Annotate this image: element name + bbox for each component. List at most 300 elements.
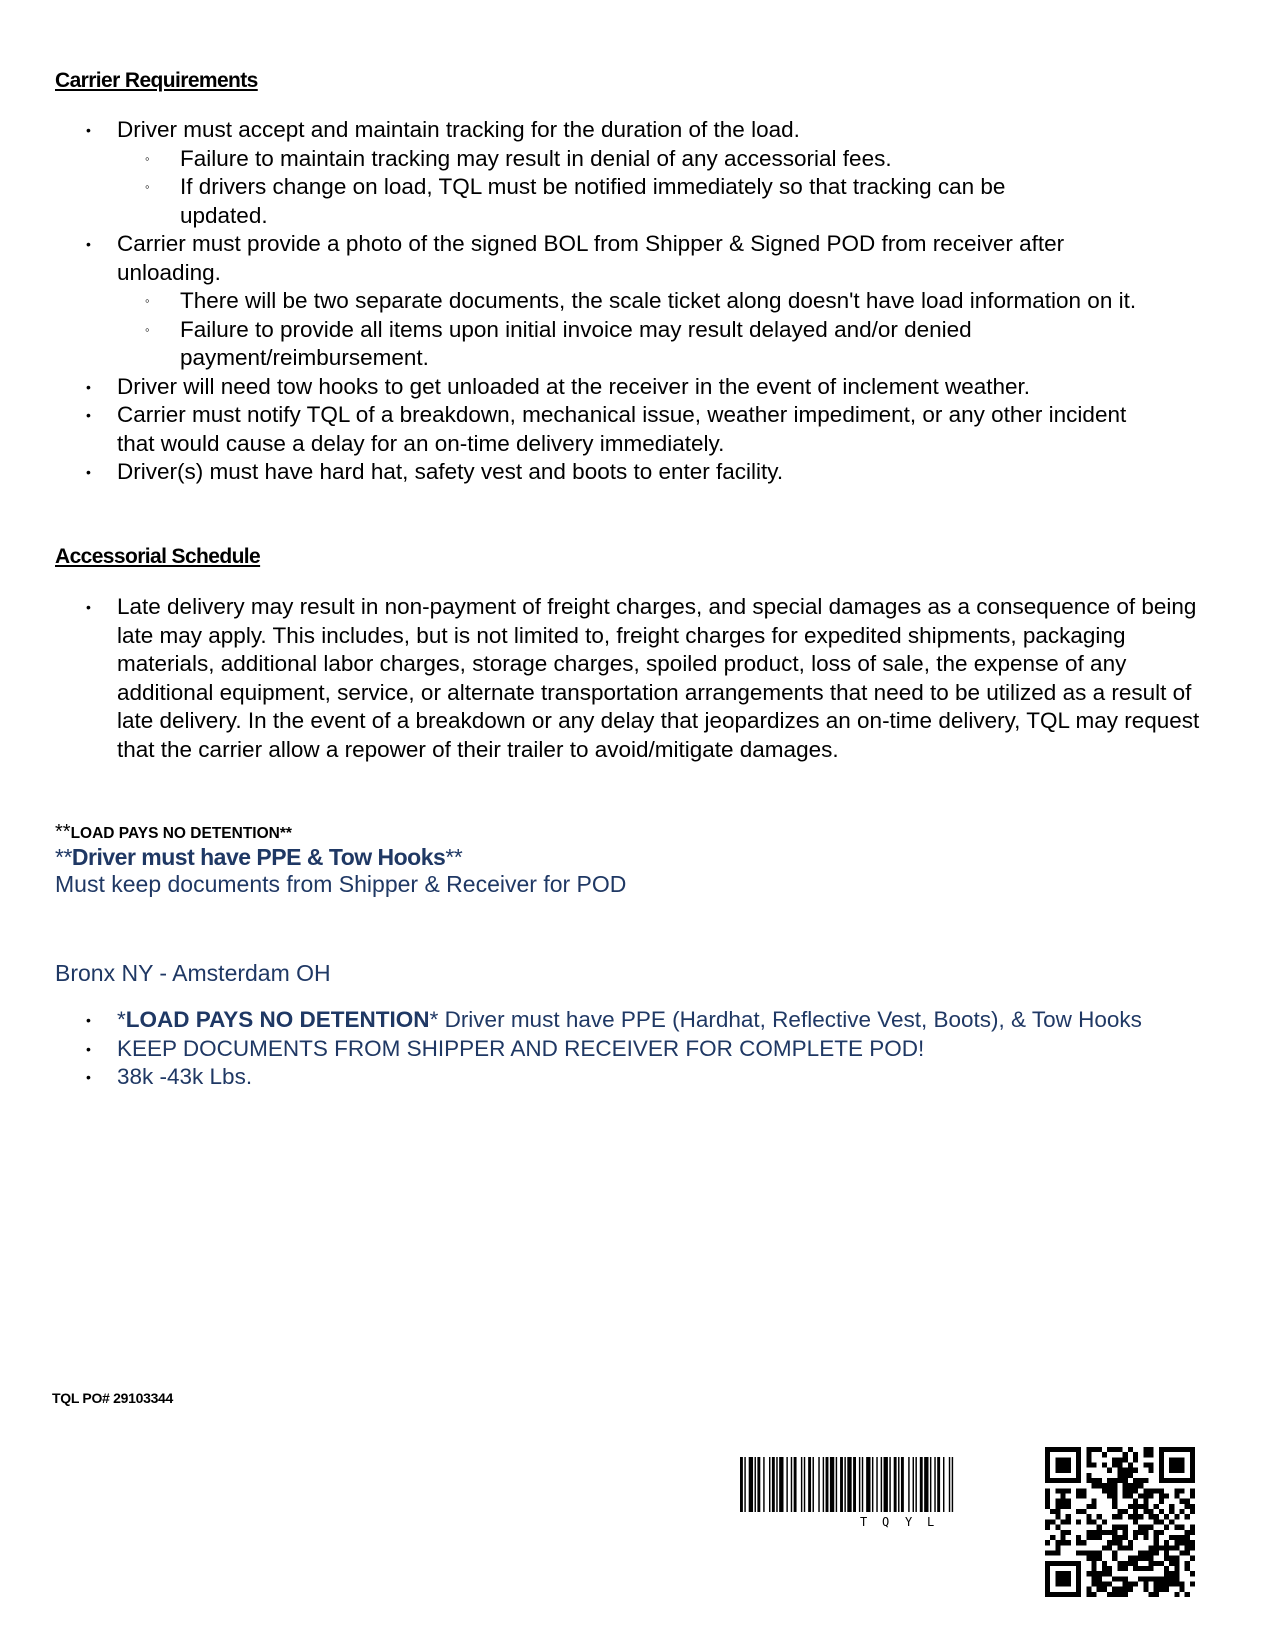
bullet-icon: • [86, 1012, 91, 1028]
qr-module [1045, 1488, 1050, 1493]
qr-module [1117, 1592, 1122, 1597]
qr-module [1154, 1561, 1159, 1566]
qr-module [1128, 1504, 1133, 1509]
qr-module [1159, 1509, 1164, 1514]
qr-module [1107, 1488, 1112, 1493]
barcode-bar [853, 1457, 856, 1512]
keep-documents-note: Must keep documents from Shipper & Receiver for POD [55, 871, 627, 897]
qr-module [1102, 1566, 1107, 1571]
qr-module [1143, 1556, 1148, 1561]
qr-module [1055, 1550, 1060, 1555]
qr-module [1045, 1592, 1081, 1597]
qr-module [1045, 1447, 1050, 1483]
bullet-icon: • [86, 464, 91, 480]
qr-module [1086, 1530, 1091, 1535]
qr-module [1174, 1488, 1179, 1493]
qr-module [1107, 1483, 1112, 1488]
qr-module [1159, 1447, 1164, 1483]
qr-module [1112, 1499, 1117, 1504]
qr-module [1148, 1576, 1153, 1581]
barcode-bar [818, 1457, 819, 1512]
qr-module [1133, 1452, 1138, 1457]
qr-module [1159, 1576, 1164, 1581]
qr-module [1154, 1581, 1159, 1586]
qr-module [1128, 1540, 1133, 1545]
qr-module [1133, 1499, 1138, 1504]
barcode-bar [755, 1457, 756, 1512]
route-title: Bronx NY - Amsterdam OH [55, 960, 331, 986]
qr-module [1143, 1550, 1148, 1555]
qr-module [1112, 1457, 1117, 1462]
list-item [0, 458, 1192, 487]
qr-module [1148, 1468, 1153, 1473]
qr-module [1112, 1550, 1117, 1555]
qr-module [1092, 1530, 1097, 1535]
barcode-bar [930, 1457, 931, 1512]
qr-module [1128, 1587, 1133, 1592]
qr-module [1112, 1483, 1117, 1488]
qr-module [1133, 1483, 1138, 1488]
qr-module [1159, 1519, 1164, 1524]
qr-module [1185, 1504, 1190, 1509]
bullet-icon: • [86, 1040, 91, 1057]
qr-module [1148, 1556, 1153, 1561]
qr-module [1185, 1545, 1190, 1550]
qr-module [1055, 1509, 1060, 1514]
qr-module [1164, 1556, 1169, 1561]
qr-module [1133, 1561, 1138, 1566]
qr-module [1102, 1463, 1107, 1468]
barcode-bar [757, 1457, 760, 1512]
qr-module [1123, 1525, 1128, 1530]
qr-module [1092, 1478, 1097, 1483]
qr-module [1123, 1509, 1128, 1514]
bullet-icon: • [86, 378, 91, 395]
qr-module [1092, 1499, 1097, 1504]
barcode-bar [881, 1457, 882, 1512]
qr-module [1185, 1535, 1190, 1540]
barcode-bar [915, 1457, 916, 1512]
barcode-bar [866, 1457, 870, 1512]
barcode-bar [901, 1457, 904, 1512]
qr-module [1081, 1550, 1086, 1555]
qr-module [1123, 1566, 1128, 1571]
qr-module [1050, 1550, 1055, 1555]
qr-module [1061, 1530, 1066, 1535]
qr-module [1086, 1463, 1091, 1468]
list-item-text: KEEP DOCUMENTS FROM SHIPPER AND RECEIVER FOR COMPLETE POD! [117, 1035, 925, 1061]
qr-module [1061, 1499, 1066, 1504]
barcode-bar [934, 1457, 935, 1512]
qr-module [1159, 1530, 1164, 1535]
qr-module [1159, 1488, 1164, 1493]
qr-module [1102, 1587, 1107, 1592]
hollow-bullet-icon: ◦ [145, 293, 150, 308]
qr-module [1092, 1504, 1097, 1509]
qr-module [1117, 1473, 1122, 1478]
qr-module [1107, 1478, 1112, 1483]
qr-module [1123, 1587, 1128, 1592]
qr-module [1045, 1561, 1050, 1597]
qr-module [1097, 1478, 1102, 1483]
qr-module [1076, 1447, 1081, 1483]
hollow-bullet-icon: ◦ [145, 321, 150, 337]
qr-module [1138, 1494, 1143, 1499]
bullet-icon: • [86, 599, 91, 615]
qr-module [1092, 1447, 1097, 1452]
qr-module [1174, 1540, 1179, 1545]
qr-module [1174, 1561, 1179, 1566]
barcode-bar [763, 1457, 764, 1512]
qr-module [1045, 1447, 1081, 1452]
qr-module [1148, 1514, 1153, 1519]
qr-module [1076, 1509, 1081, 1514]
qr-module [1086, 1447, 1091, 1452]
qr-module [1154, 1530, 1159, 1535]
qr-module [1169, 1535, 1174, 1540]
qr-module [1117, 1545, 1122, 1550]
qr-module [1092, 1519, 1097, 1524]
qr-module [1138, 1478, 1143, 1483]
qr-module [1123, 1576, 1128, 1581]
qr-module [1143, 1509, 1148, 1514]
qr-module [1076, 1561, 1081, 1597]
qr-module [1148, 1509, 1153, 1514]
barcode-bar [952, 1457, 953, 1512]
qr-module [1179, 1540, 1184, 1545]
qr-module [1169, 1545, 1174, 1550]
qr-module [1128, 1488, 1133, 1493]
qr-module [1143, 1535, 1148, 1540]
qr-module [1045, 1550, 1050, 1555]
qr-module [1169, 1561, 1174, 1566]
barcode-bar [749, 1457, 753, 1512]
qr-module [1138, 1483, 1143, 1488]
qr-module [1055, 1525, 1060, 1530]
barcode-bar [898, 1457, 899, 1512]
carrier-requirements-heading: Carrier Requirements [55, 69, 258, 92]
barcode-bar [786, 1457, 787, 1512]
list-item [0, 173, 1090, 230]
qr-module [1076, 1519, 1081, 1524]
qr-module [1174, 1566, 1179, 1571]
qr-module [1097, 1587, 1102, 1592]
qr-module [1143, 1463, 1148, 1468]
barcode-bar [791, 1457, 792, 1512]
accessorial-schedule-heading: Accessorial Schedule [55, 545, 261, 568]
bullet-icon: • [86, 1069, 91, 1085]
list-item-text: There will be two separate documents, the scale ticket along doesn't have load information on it. [180, 288, 1137, 313]
qr-module [1143, 1499, 1148, 1504]
qr-module [1143, 1504, 1148, 1509]
qr-module [1128, 1561, 1133, 1566]
qr-module [1133, 1519, 1138, 1524]
list-item-text: 38k -43k Lbs. [117, 1064, 253, 1089]
qr-module [1092, 1561, 1097, 1566]
qr-module [1102, 1530, 1107, 1535]
barcode-bar [862, 1457, 863, 1512]
qr-module [1117, 1576, 1122, 1581]
qr-module [1185, 1566, 1190, 1571]
qr-module [1148, 1452, 1153, 1457]
qr-module [1107, 1468, 1112, 1473]
list-item [0, 401, 1157, 458]
qr-module [1185, 1561, 1190, 1566]
qr-module [1066, 1530, 1071, 1535]
qr-module [1102, 1561, 1107, 1566]
barcode-bar [769, 1457, 770, 1512]
qr-module [1128, 1473, 1133, 1478]
qr-module [1143, 1587, 1148, 1592]
carrier-requirements-list [0, 116, 1192, 487]
qr-module [1102, 1483, 1107, 1488]
list-item-text: Late delivery may result in non-payment of freight charges, and special damages as a consequence of being late may apply. This includes, but is not limited to, freight charges for expedited shipments, packaging materials, additional labor charges, storage charges, spoiled product, loss of sale, the expense of any additional equipment, service, or alternate transportation arrangements that need to be utilized as a result of late delivery. In the event of a breakdown or any delay that jeopardizes an on-time delivery, TQL may request that the carrier allow a repower of their trailer to avoid/mitigate damages. [117, 594, 1200, 762]
qr-module [1185, 1550, 1190, 1555]
qr-module [1092, 1535, 1097, 1540]
qr-module [1061, 1488, 1066, 1493]
barcode-caption [740, 1514, 1022, 1534]
qr-module [1169, 1519, 1174, 1524]
qr-module [1133, 1478, 1138, 1483]
list-item-text: Failure to maintain tracking may result in denial of any accessorial fees. [180, 145, 892, 171]
qr-module [1045, 1561, 1081, 1566]
qr-module [1097, 1550, 1102, 1555]
detention-emphasis: LOAD PAYS NO DETENTION [125, 1007, 430, 1032]
qr-module [1154, 1519, 1159, 1524]
qr-module [1117, 1509, 1122, 1514]
qr-module [1179, 1488, 1184, 1493]
qr-module [1102, 1545, 1107, 1550]
qr-module [1092, 1571, 1097, 1576]
barcode-letter: L [927, 1515, 935, 1529]
qr-module [1112, 1540, 1117, 1545]
qr-module [1081, 1494, 1086, 1499]
qr-module [1123, 1494, 1128, 1499]
qr-module [1128, 1514, 1133, 1519]
qr-module [1112, 1494, 1117, 1499]
qr-module [1086, 1550, 1091, 1555]
qr-module [1050, 1535, 1055, 1540]
qr-module [1061, 1504, 1066, 1509]
qr-module [1154, 1587, 1159, 1592]
barcode-bar [937, 1457, 940, 1512]
qr-module [1174, 1592, 1179, 1597]
barcode-bar [823, 1457, 824, 1512]
qr-module [1086, 1452, 1091, 1457]
qr-module [1128, 1581, 1133, 1586]
qr-module [1045, 1504, 1050, 1509]
qr-module [1112, 1478, 1117, 1483]
bullet-icon: • [86, 236, 91, 252]
qr-module [1148, 1463, 1153, 1468]
bullet-icon: • [86, 122, 91, 138]
qr-module [1086, 1535, 1091, 1540]
qr-module [1117, 1525, 1122, 1530]
qr-module [1138, 1514, 1143, 1519]
qr-module [1174, 1556, 1179, 1561]
qr-module [1143, 1576, 1148, 1581]
barcode-bar [840, 1457, 843, 1512]
qr-module [1164, 1571, 1169, 1576]
qr-module [1117, 1447, 1122, 1452]
qr-module [1123, 1468, 1128, 1473]
barcode-bar [859, 1457, 860, 1512]
qr-module [1123, 1473, 1128, 1478]
qr-module [1164, 1540, 1169, 1545]
qr-module [1123, 1478, 1128, 1483]
qr-module [1081, 1509, 1086, 1514]
barcode-bar [794, 1457, 797, 1512]
qr-module [1061, 1519, 1066, 1524]
barcode-bar [826, 1457, 829, 1512]
list-item: • *LOAD PAYS NO DETENTION* Driver must have PPE (Hardhat, Reflective Vest, Boots), & Tow Hooks [0, 1006, 1182, 1035]
qr-module [1117, 1468, 1122, 1473]
barcode-bar [847, 1457, 851, 1512]
list-item-text: Carrier must notify TQL of a breakdown, mechanical issue, weather impediment, or any other incident that would cause a delay for an on-time delivery immediately. [117, 402, 1127, 456]
bullet-icon: • [86, 407, 91, 423]
barcode-bar [779, 1457, 783, 1512]
barcode-bar [808, 1457, 811, 1512]
qr-module [1123, 1581, 1128, 1586]
qr-module [1185, 1592, 1190, 1597]
qr-module [1066, 1488, 1071, 1493]
list-item [0, 230, 1172, 287]
list-item [0, 116, 1192, 145]
qr-module [1190, 1571, 1195, 1576]
qr-module [1061, 1494, 1066, 1499]
qr-module [1190, 1509, 1195, 1514]
barcode-bar [772, 1457, 775, 1512]
qr-module [1086, 1519, 1091, 1524]
qr-module [1050, 1509, 1055, 1514]
qr-module [1086, 1556, 1091, 1561]
qr-module [1190, 1581, 1195, 1586]
list-item [0, 287, 1180, 316]
qr-module [1055, 1545, 1060, 1550]
qr-module [1055, 1540, 1060, 1545]
qr-module [1066, 1504, 1071, 1509]
list-item-text: Driver(s) must have hard hat, safety vest and boots to enter facility. [117, 459, 784, 484]
qr-module [1159, 1561, 1164, 1566]
qr-module [1164, 1494, 1169, 1499]
qr-module [1164, 1587, 1169, 1592]
qr-module [1112, 1587, 1117, 1592]
barcode-bar [836, 1457, 837, 1512]
qr-module [1107, 1566, 1112, 1571]
qr-module [1117, 1566, 1122, 1571]
qr-module [1164, 1581, 1169, 1586]
qr-module [1190, 1488, 1195, 1493]
qr-module [1107, 1581, 1112, 1586]
qr-module [1076, 1488, 1081, 1493]
qr-module [1117, 1478, 1122, 1483]
barcode-bar [813, 1457, 814, 1512]
qr-module [1190, 1540, 1195, 1545]
qr-module [1179, 1550, 1184, 1555]
qr-module [1055, 1514, 1060, 1519]
qr-module [1128, 1463, 1133, 1468]
qr-module [1133, 1535, 1138, 1540]
qr-module [1050, 1519, 1055, 1524]
qr-module [1066, 1519, 1071, 1524]
qr-module [1123, 1561, 1128, 1566]
qr-module [1190, 1545, 1195, 1550]
barcode-letter: Y [905, 1515, 913, 1529]
qr-module [1138, 1566, 1143, 1571]
qr-module [1128, 1447, 1133, 1452]
qr-module [1179, 1509, 1184, 1514]
qr-module [1190, 1504, 1195, 1509]
qr-module [1107, 1494, 1112, 1499]
qr-module [1154, 1535, 1159, 1540]
qr-module [1179, 1525, 1184, 1530]
barcode-bar [913, 1457, 914, 1512]
qr-module [1045, 1494, 1050, 1499]
qr-module [1117, 1587, 1122, 1592]
qr-module [1169, 1556, 1174, 1561]
qr-module [1123, 1545, 1128, 1550]
qr-module [1174, 1535, 1179, 1540]
qr-module [1112, 1556, 1117, 1561]
qr-module [1107, 1540, 1112, 1545]
qr-module [1066, 1514, 1071, 1519]
qr-module [1179, 1581, 1184, 1586]
qr-module [1112, 1535, 1117, 1540]
qr-module [1092, 1463, 1097, 1468]
accessorial-schedule-list [0, 593, 1202, 764]
qr-module [1133, 1514, 1138, 1519]
barcode-bar [740, 1457, 743, 1512]
qr-module [1133, 1468, 1138, 1473]
barcode-bar [924, 1457, 928, 1512]
qr-module [1138, 1576, 1143, 1581]
qr-module [1169, 1457, 1185, 1473]
qr-module [1086, 1514, 1091, 1519]
qr-module [1174, 1545, 1179, 1550]
qr-module [1159, 1499, 1164, 1504]
qr-module [1061, 1540, 1066, 1545]
qr-module [1190, 1494, 1195, 1499]
qr-module [1086, 1473, 1091, 1478]
qr-module [1107, 1571, 1112, 1576]
qr-module [1081, 1540, 1086, 1545]
list-item [0, 145, 1180, 174]
qr-module [1174, 1571, 1179, 1576]
list-item [0, 316, 1060, 373]
qr-module [1169, 1509, 1174, 1514]
qr-module [1128, 1545, 1133, 1550]
qr-module [1133, 1581, 1138, 1586]
qr-module [1097, 1581, 1102, 1586]
qr-module [1097, 1576, 1102, 1581]
qr-module [1164, 1576, 1169, 1581]
qr-module [1190, 1525, 1195, 1530]
barcode-bar [801, 1457, 802, 1512]
qr-module [1123, 1530, 1128, 1535]
barcode-bar [830, 1457, 834, 1512]
qr-module [1112, 1592, 1117, 1597]
qr-module [1107, 1447, 1112, 1452]
qr-module [1143, 1525, 1148, 1530]
qr-module [1185, 1514, 1190, 1519]
qr-module [1174, 1525, 1179, 1530]
qr-module [1133, 1530, 1138, 1535]
qr-module [1045, 1478, 1081, 1483]
qr-module [1128, 1468, 1133, 1473]
qr-module [1112, 1504, 1117, 1509]
qr-module [1117, 1457, 1122, 1462]
qr-module [1148, 1447, 1153, 1452]
